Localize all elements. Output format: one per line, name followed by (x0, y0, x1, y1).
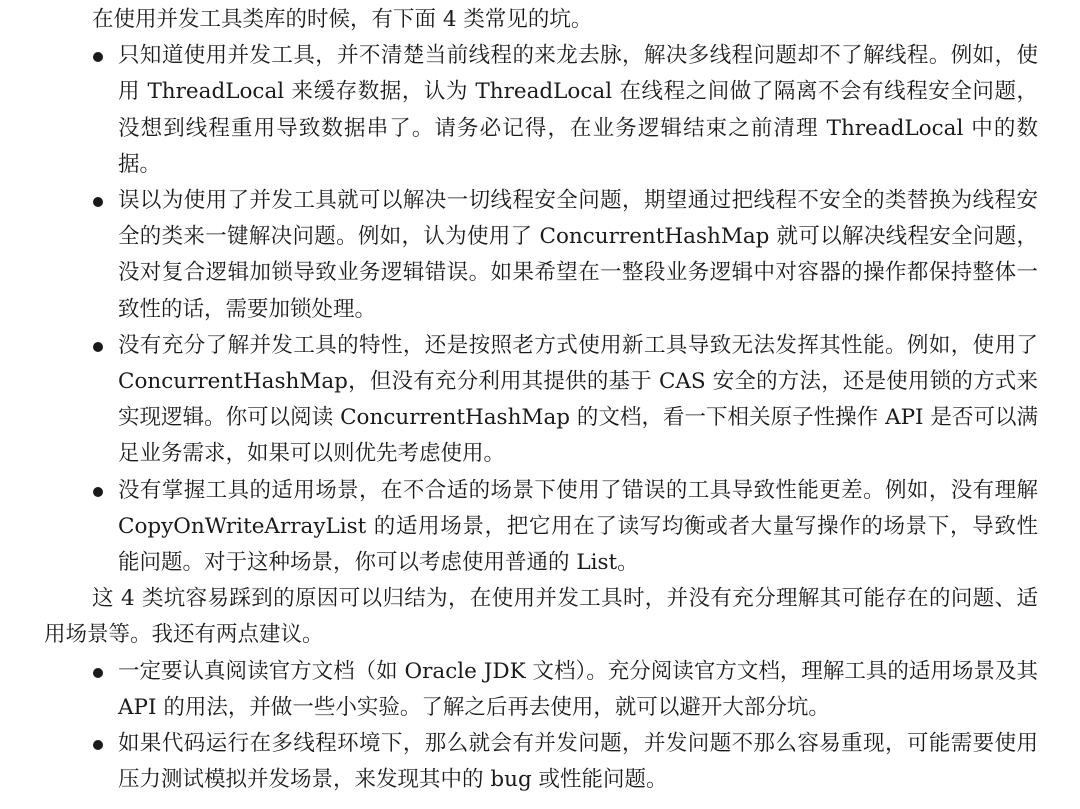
bullet-icon (93, 197, 103, 207)
list-item (44, 654, 1038, 726)
bullet-icon (93, 668, 103, 678)
bullet-icon (93, 342, 103, 352)
intro-paragraph: 在使用并发工具类库的时候，有下面 4 类常见的坑。 (92, 7, 593, 32)
list-item-text: 只知道使用并发工具，并不清楚当前线程的来龙去脉，解决多线程问题却不了解线程。例如，使用 ThreadLocal 来缓存数据，认为 ThreadLocal 在线程之间做了隔离不会有线程安全问题，没想到线程重用导致数据串了。请务必记得，在业务逻辑结束之前清理 ThreadLocal 中的数据。 (118, 43, 1038, 177)
document-page (44, 2, 1038, 798)
suggestion-list (44, 654, 1038, 799)
summary-paragraph: 这 4 类坑容易踩到的原因可以归结为，在使用并发工具时，并没有充分理解其可能存在的问题、适用场景等。我还有两点建议。 (44, 586, 1038, 648)
list-item-text: 误以为使用了并发工具就可以解决一切线程安全问题，期望通过把线程不安全的类替换为线程安全的类来一键解决问题。例如，认为使用了 ConcurrentHashMap 就可以解决线程安全问题，没对复合逻辑加锁导致业务逻辑错误。如果希望在一整段业务逻辑中对容器的操作都保持整体一致性的话，需要加锁处理。 (118, 188, 1038, 322)
list-item-text: 没有充分了解并发工具的特性，还是按照老方式使用新工具导致无法发挥其性能。例如，使用了 ConcurrentHashMap，但没有充分利用其提供的基于 CAS 安全的方法，还是使用锁的方式来实现逻辑。你可以阅读 ConcurrentHashMap 的文档，看一下相关原子性操作 API 是否可以满足业务需求，如果可以则优先考虑使用。 (118, 332, 1038, 467)
list-item-text: 一定要认真阅读官方文档（如 Oracle JDK 文档）。充分阅读官方文档，理解工具的适用场景及其 API 的用法，并做一些小实验。了解之后再去使用，就可以避开大部分坑。 (118, 658, 1038, 720)
bullet-icon (93, 52, 103, 62)
pitfall-list (44, 38, 1038, 581)
bullet-icon (93, 740, 103, 750)
list-item (44, 473, 1038, 582)
list-item (44, 183, 1038, 328)
bullet-icon (93, 487, 103, 497)
list-item-text: 没有掌握工具的适用场景，在不合适的场景下使用了错误的工具导致性能更差。例如，没有理解 CopyOnWriteArrayList 的适用场景，把它用在了读写均衡或者大量写操作的场景下，导致性能问题。对于这种场景，你可以考虑使用普通的 List。 (118, 477, 1038, 576)
list-item (44, 38, 1038, 183)
list-item (44, 726, 1038, 798)
list-item (44, 328, 1038, 473)
list-item-text: 如果代码运行在多线程环境下，那么就会有并发问题，并发问题不那么容易重现，可能需要使用压力测试模拟并发场景，来发现其中的 bug 或性能问题。 (118, 731, 1038, 793)
